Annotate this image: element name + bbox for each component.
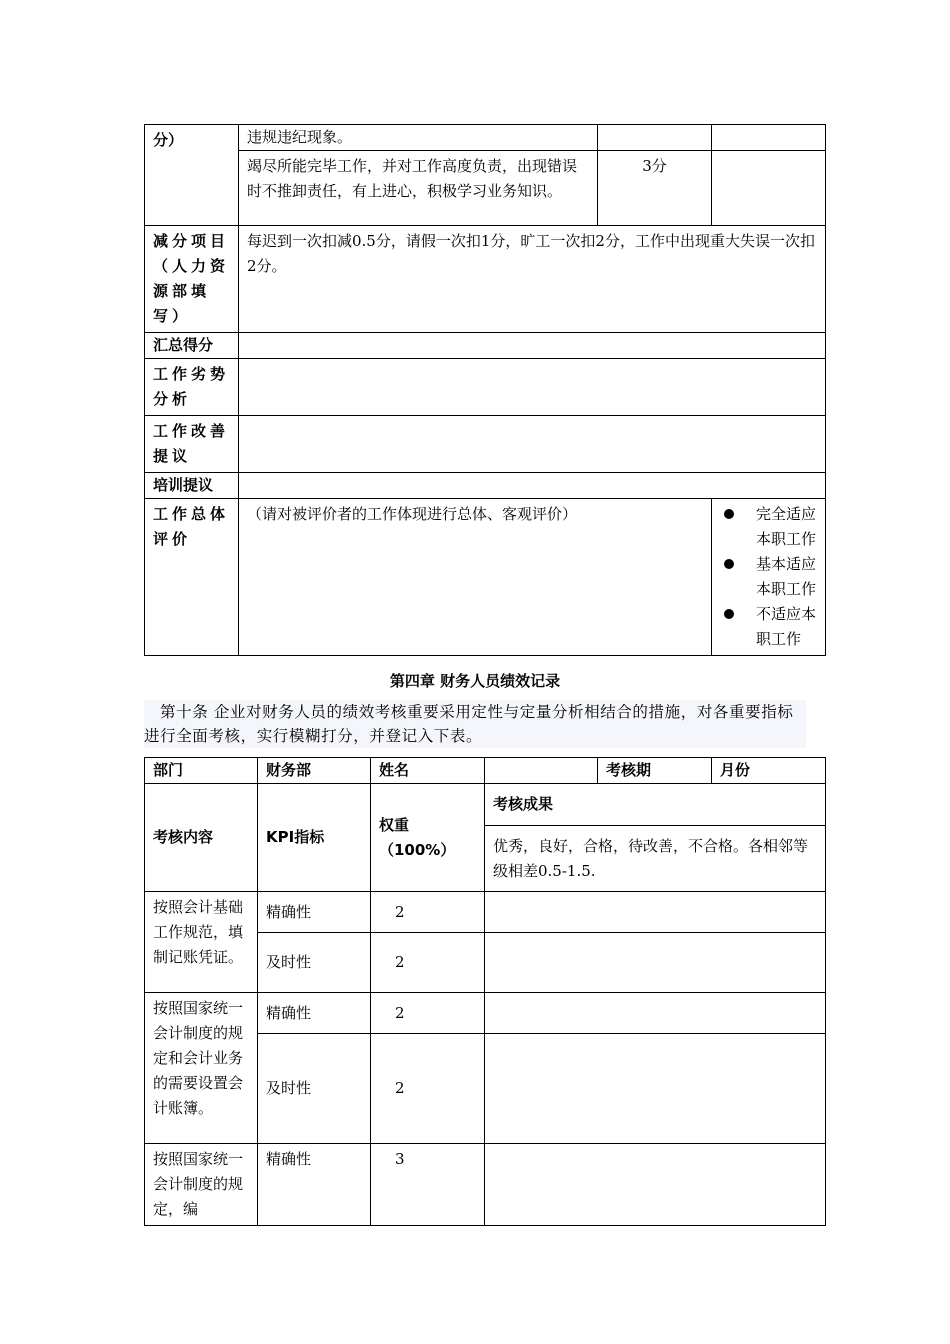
content-cell: 按照国家统一会计制度的规定，编	[145, 1144, 258, 1226]
result-cell	[485, 892, 826, 933]
weight-cell: 2	[371, 892, 485, 933]
weight-cell: 3	[371, 1144, 485, 1226]
bullet-icon	[724, 559, 734, 569]
dept-label: 部门	[145, 758, 258, 784]
improvement-value	[239, 416, 826, 473]
weakness-label: 工作劣势分析	[145, 359, 239, 416]
weight-header	[371, 784, 485, 892]
content-cell: 按照会计基础工作规范，填制记账凭证。	[145, 892, 258, 993]
name-label: 姓名	[371, 758, 485, 784]
result-description: 优秀，良好，合格，待改善，不合格。各相邻等级相差0.5-1.5.	[485, 826, 826, 892]
kpi-cell: 及时性	[258, 1034, 371, 1144]
article-paragraph	[144, 700, 806, 748]
row-label-continued: 分）	[145, 125, 239, 226]
option-label: 不适应本职工作	[756, 605, 817, 648]
overall-instruction: （请对被评价者的工作体现进行总体、客观评价）	[239, 499, 712, 656]
month-label: 月份	[712, 758, 826, 784]
finance-kpi-table	[144, 757, 826, 1226]
period-label: 考核期	[598, 758, 712, 784]
kpi-cell: 及时性	[258, 933, 371, 993]
criteria-text: 违规违纪现象。	[239, 125, 598, 151]
article-text: 第十条 企业对财务人员的绩效考核重要采用定性与定量分析相结合的措施，对各重要指标进行全面考核，实行模糊打分，并登记入下表。	[144, 703, 794, 745]
bullet-icon	[724, 509, 734, 519]
name-value	[485, 758, 598, 784]
weakness-value	[239, 359, 826, 416]
result-cell	[485, 1144, 826, 1226]
result-cell	[485, 993, 826, 1034]
weight-cell: 2	[371, 993, 485, 1034]
option-item	[720, 602, 821, 652]
weight-cell: 2	[371, 1034, 485, 1144]
kpi-header: KPI指标	[258, 784, 371, 892]
weight-header-unit: （100%）	[379, 840, 456, 859]
deduction-rules: 每迟到一次扣减0.5分，请假一次扣1分，旷工一次扣2分，工作中出现重大失误一次扣2分。	[239, 226, 826, 333]
score-cell	[598, 125, 712, 151]
option-label: 基本适应本职工作	[756, 555, 817, 598]
rating-cell	[712, 125, 826, 151]
rating-cell	[712, 151, 826, 226]
training-label: 培训提议	[145, 473, 239, 499]
score-value: 3分	[598, 151, 712, 226]
criteria-text: 竭尽所能完毕工作，并对工作高度负责，出现错误时不推卸责任，有上进心，积极学习业务知识。	[239, 151, 598, 226]
improvement-label: 工作改善提议	[145, 416, 239, 473]
result-cell	[485, 1034, 826, 1144]
overall-options	[712, 499, 826, 656]
kpi-cell: 精确性	[258, 1144, 371, 1226]
kpi-cell: 精确性	[258, 993, 371, 1034]
total-score-label: 汇总得分	[145, 333, 239, 359]
option-item	[720, 552, 821, 602]
chapter-title: 第四章 财务人员绩效记录	[389, 672, 561, 690]
dept-value: 财务部	[258, 758, 371, 784]
option-label: 完全适应本职工作	[756, 505, 817, 548]
total-score-value	[239, 333, 826, 359]
result-cell	[485, 933, 826, 993]
overall-label: 工作总体评价	[145, 499, 239, 656]
kpi-cell: 精确性	[258, 892, 371, 933]
deduction-label: 减分项目（人力资源部填写）	[145, 226, 239, 333]
bullet-icon	[724, 609, 734, 619]
weight-header-label: 权重	[379, 815, 410, 834]
training-value	[239, 473, 826, 499]
content-cell: 按照国家统一会计制度的规定和会计业务的需要设置会计账簿。	[145, 993, 258, 1144]
option-item	[720, 502, 821, 552]
result-header: 考核成果	[485, 784, 826, 826]
evaluation-table-continued	[144, 124, 826, 656]
content-header: 考核内容	[145, 784, 258, 892]
weight-cell: 2	[371, 933, 485, 993]
